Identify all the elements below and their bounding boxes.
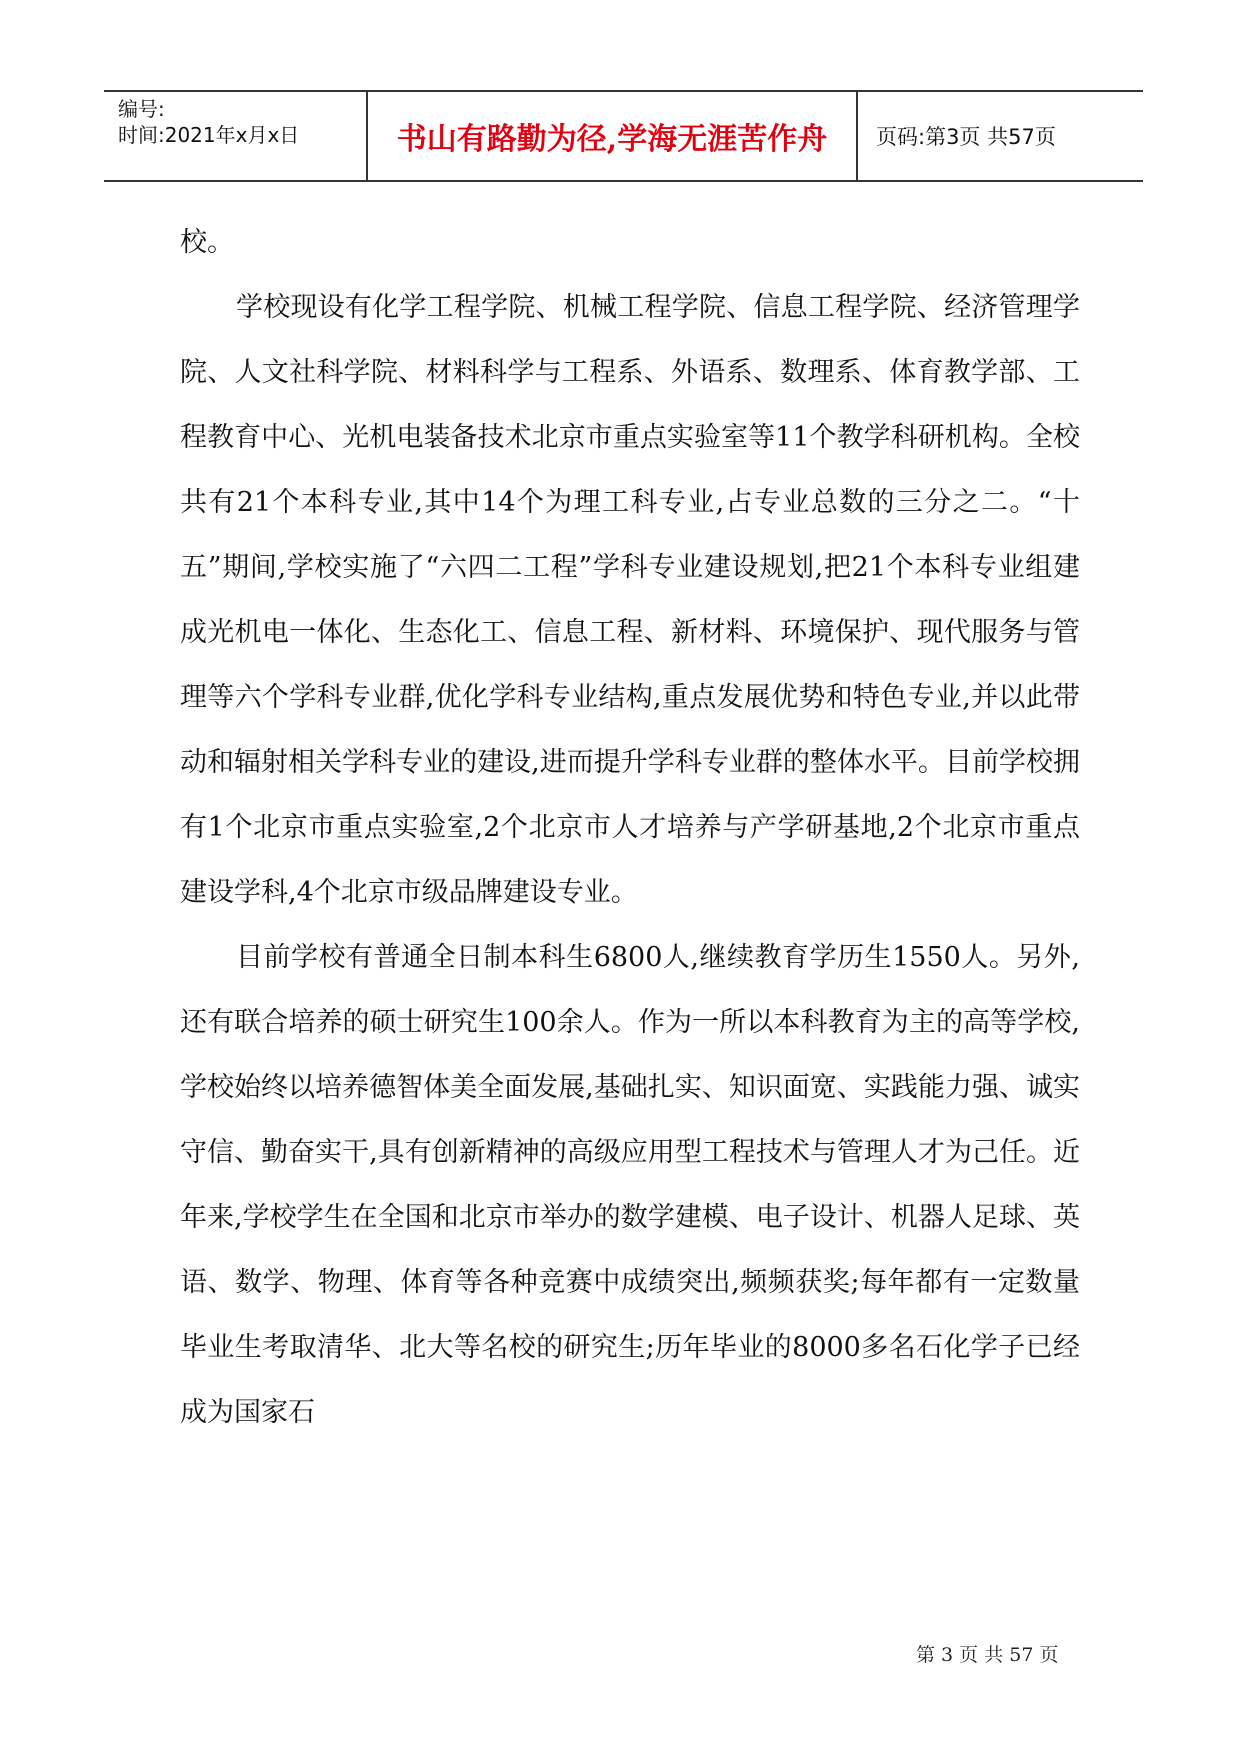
paragraph: 目前学校有普通全日制本科生6800人,继续教育学历生1550人。另外,还有联合培养的硕士研究生100余人。作为一所以本科教育为主的高等学校,学校始终以培养德智体美全面发展,基础扎实、知识面宽、实践能力强、诚实守信、勤奋实干,具有创新精神的高级应用型工程技术与管理人才为己任。近年来,学校学生在全国和北京市举办的数学建模、电子设计、机器人足球、英语、数学、物理、体育等各种竞赛中成绩突出,频频获奖;每年都有一定数量毕业生考取清华、北大等名校的研究生;历年毕业的8000多名石化学子已经成为国家石 — [180, 942, 1080, 1428]
document-body — [180, 210, 1080, 1445]
header-page-info: 页码:第3页 共57页 — [876, 125, 1056, 149]
header-motto: 书山有路勤为径,学海无涯苦作舟 — [368, 92, 858, 180]
paragraph: 学校现设有化学工程学院、机械工程学院、信息工程学院、经济管理学院、人文社科学院、材料科学与工程系、外语系、数理系、体育教学部、工程教育中心、光机电装备技术北京市重点实验室等11个教学科研机构。全校共有21个本科专业,其中14个为理工科专业,占专业总数的三分之二。“十五”期间,学校实施了“六四二工程”学科专业建设规划,把21个本科专业组建成光机电一体化、生态化工、信息工程、新材料、环境保护、现代服务与管理等六个学科专业群,优化学科专业结构,重点发展优势和特色专业,并以此带动和辐射相关学科专业的建设,进而提升学科专业群的整体水平。目前学校拥有1个北京市重点实验室,2个北京市人才培养与产学研基地,2个北京市重点建设学科,4个北京市级品牌建设专业。 — [180, 292, 1080, 908]
page-footer: 第 3 页 共 57 页 — [916, 1644, 1059, 1666]
document-date: 时间:2021年x月x日 — [118, 123, 300, 147]
document-number-label: 编号: — [118, 97, 165, 121]
header-meta — [104, 92, 368, 180]
paragraph-continuation: 校。 — [180, 227, 234, 258]
page-header — [104, 90, 1143, 182]
